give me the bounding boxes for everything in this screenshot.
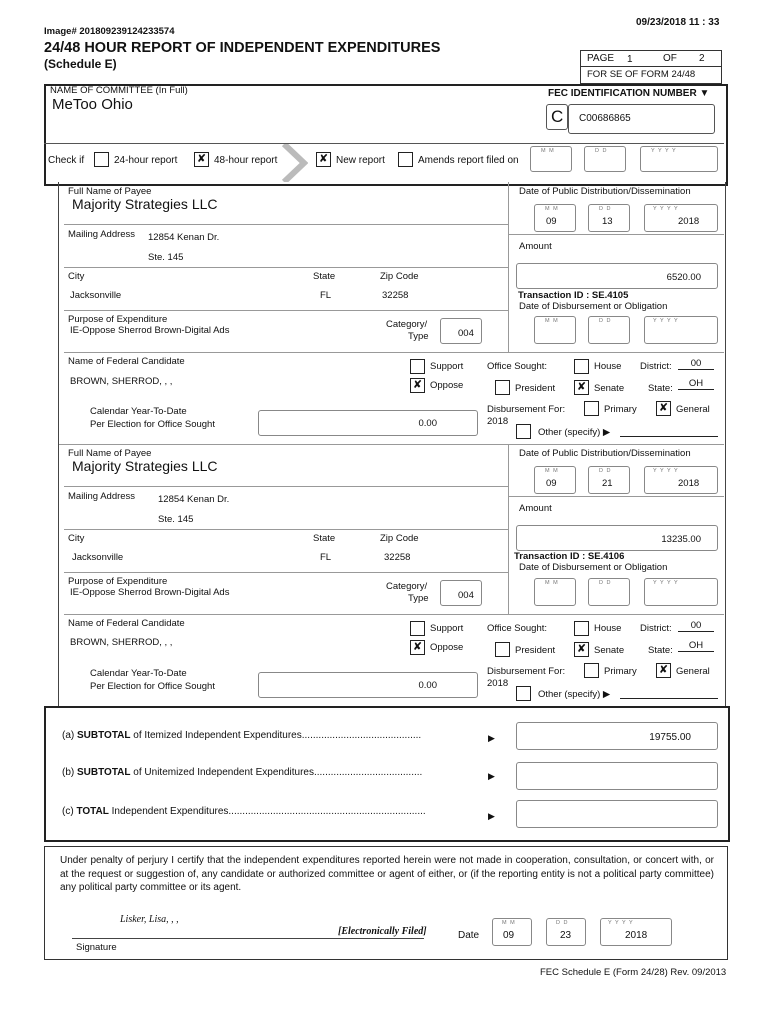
- pub-day: 13: [602, 216, 613, 227]
- purpose-label: Purpose of Expenditure: [68, 576, 168, 587]
- per-election-label: Per Election for Office Sought: [90, 681, 215, 692]
- state-label: State: [313, 271, 336, 282]
- address-label: Mailing Address: [68, 491, 136, 502]
- cand-state-label: State:: [648, 383, 673, 394]
- check-row-divider: [44, 143, 724, 144]
- disbursement-for-label: Disbursement For:: [487, 404, 566, 415]
- amount-field[interactable]: [516, 525, 718, 551]
- amount-label: Amount: [519, 241, 552, 252]
- cytd-label: Calendar Year-To-Date: [90, 668, 187, 679]
- disb-month-field[interactable]: M M: [534, 578, 576, 606]
- candidate-label: Name of Federal Candidate: [68, 618, 185, 629]
- divider: [64, 267, 508, 268]
- purpose-value: IE-Oppose Sherrod Brown-Digital Ads: [70, 587, 230, 598]
- support-label: Support: [430, 361, 464, 372]
- divider: [508, 496, 724, 497]
- other-label: Other (specify) ▶: [538, 427, 611, 438]
- total-label: (c) TOTAL Independent Expenditures.......................................................................: [62, 806, 426, 817]
- divider: [64, 572, 508, 573]
- pub-year: 2018: [678, 478, 700, 489]
- signature-line: [72, 938, 424, 939]
- general-checkbox[interactable]: ✘: [656, 663, 671, 678]
- district-label: District:: [640, 623, 672, 634]
- date-public-label: Date of Public Distribution/Dissemination: [519, 186, 691, 197]
- amount-value: 6520.00: [666, 272, 701, 283]
- amends-month-field[interactable]: M M: [530, 146, 572, 172]
- check-if-label: Check if: [48, 155, 85, 166]
- zip-value: 32258: [384, 552, 411, 563]
- form-title: 24/48 HOUR REPORT OF INDEPENDENT EXPENDITURES: [44, 40, 441, 56]
- oppose-checkbox[interactable]: ✘: [410, 378, 425, 393]
- per-election-label: Per Election for Office Sought: [90, 419, 215, 430]
- of-label: OF: [663, 53, 677, 64]
- 48-hour-label: 48-hour report: [214, 155, 278, 166]
- subtotal-itemized-value: 19755.00: [649, 732, 691, 743]
- general-label: General: [676, 666, 710, 677]
- electronically-filed: [Electronically Filed]: [338, 926, 427, 937]
- state-value: FL: [320, 552, 332, 563]
- pub-year-field[interactable]: Y Y Y Y 2018: [644, 466, 718, 494]
- timestamp: 09/23/2018 11 : 33: [636, 17, 720, 28]
- image-id: Image# 201809239124233574: [44, 26, 175, 37]
- cand-state-value: OH: [678, 640, 714, 652]
- fec-id-field: [568, 104, 715, 134]
- other-specify-line: [620, 698, 718, 699]
- form-footer: FEC Schedule E (Form 24/28) Rev. 09/2013: [540, 967, 727, 978]
- pub-day: 21: [602, 478, 613, 489]
- senate-checkbox[interactable]: ✘: [574, 642, 589, 657]
- committee-name-label: NAME OF COMMITTEE (In Full): [50, 85, 188, 96]
- arrow-right-icon: ▶: [488, 733, 495, 743]
- arrow-right-icon: ▶: [488, 771, 495, 781]
- divider: [64, 529, 508, 530]
- category-value: 004: [458, 328, 474, 339]
- divider: [508, 234, 724, 235]
- date-disb-label: Date of Disbursement or Obligation: [519, 562, 668, 573]
- house-checkbox[interactable]: [574, 621, 589, 636]
- fec-prefix-box: [546, 104, 568, 130]
- pub-day-field[interactable]: D D 13: [588, 204, 630, 232]
- state-label: State: [313, 533, 336, 544]
- payee-name: Majority Strategies LLC: [72, 458, 218, 474]
- president-label: President: [515, 645, 556, 656]
- cytd-value: 0.00: [418, 680, 437, 691]
- new-report-label: New report: [336, 155, 385, 166]
- category-label: Category/: [386, 581, 428, 592]
- senate-checkbox[interactable]: ✘: [574, 380, 589, 395]
- candidate-value: BROWN, SHERROD, , ,: [70, 637, 173, 648]
- address-line-2: Ste. 145: [158, 514, 194, 525]
- date-public-label: Date of Public Distribution/Dissemination: [519, 448, 691, 459]
- sign-year-field[interactable]: Y Y Y Y 2018: [600, 918, 672, 946]
- category-label: Category/: [386, 319, 428, 330]
- other-specify-line: [620, 436, 718, 437]
- address-line-2: Ste. 145: [148, 252, 184, 263]
- support-label: Support: [430, 623, 464, 634]
- pub-month: 09: [546, 478, 557, 489]
- district-value: 00: [678, 358, 714, 370]
- house-label: House: [594, 361, 622, 372]
- pub-year: 2018: [678, 216, 700, 227]
- sign-month: 09: [503, 930, 515, 941]
- purpose-value: IE-Oppose Sherrod Brown-Digital Ads: [70, 325, 230, 336]
- fec-id-value: C00686865: [579, 113, 631, 124]
- page-total: 2: [699, 53, 705, 64]
- certification-text: Under penalty of perjury I certify that the independent expenditures reported herein were not made in cooperation, consultation, or concert with, or at the request or suggestion of, any candidate or authorized committee or agent of either, or (if the reporting entity is not a political party committee) any political party committee or its agent.: [60, 855, 714, 893]
- city-label: City: [68, 533, 85, 544]
- disb-year-field[interactable]: Y Y Y Y: [644, 316, 718, 344]
- cytd-label: Calendar Year-To-Date: [90, 406, 187, 417]
- district-label: District:: [640, 361, 672, 372]
- amount-value: 13235.00: [661, 534, 701, 545]
- primary-label: Primary: [604, 666, 637, 677]
- subtotal-itemized-field[interactable]: [516, 722, 718, 750]
- house-label: House: [594, 623, 622, 634]
- primary-label: Primary: [604, 404, 637, 415]
- election-year: 2018: [487, 416, 509, 427]
- senate-label: Senate: [594, 383, 625, 394]
- category-field[interactable]: [440, 580, 482, 606]
- address-line-1: 12854 Kenan Dr.: [148, 232, 220, 243]
- transaction-id: Transaction ID : SE.4105: [518, 290, 629, 301]
- 24-hour-checkbox[interactable]: [94, 152, 109, 167]
- president-checkbox[interactable]: [495, 642, 510, 657]
- arrow-right-icon: ▶: [488, 811, 495, 821]
- chevron-divider: [282, 144, 308, 182]
- city-value: Jacksonville: [72, 552, 124, 563]
- type-label: Type: [408, 593, 429, 604]
- page-label: PAGE: [587, 53, 615, 64]
- district-value: 00: [678, 620, 714, 632]
- purpose-label: Purpose of Expenditure: [68, 314, 168, 325]
- disb-day-field[interactable]: D D: [588, 578, 630, 606]
- total-field[interactable]: [516, 800, 718, 828]
- senate-label: Senate: [594, 645, 625, 656]
- zip-label: Zip Code: [380, 533, 419, 544]
- divider: [64, 224, 508, 225]
- city-label: City: [68, 271, 85, 282]
- cand-state-label: State:: [648, 645, 673, 656]
- page-number: 1: [627, 54, 633, 65]
- disbursement-for-label: Disbursement For:: [487, 666, 566, 677]
- city-value: Jacksonville: [70, 290, 122, 301]
- transaction-id: Transaction ID : SE.4106: [514, 551, 625, 562]
- form-subtitle: (Schedule E): [44, 57, 117, 71]
- 24-hour-label: 24-hour report: [114, 155, 178, 166]
- cand-state-value: OH: [678, 378, 714, 390]
- fec-id-label: FEC IDENTIFICATION NUMBER ▼: [548, 88, 710, 99]
- state-value: FL: [320, 290, 332, 301]
- signer-name: Lisker, Lisa, , ,: [120, 914, 179, 925]
- support-checkbox[interactable]: [410, 359, 425, 374]
- amends-year-field[interactable]: Y Y Y Y: [640, 146, 718, 172]
- address-line-1: 12854 Kenan Dr.: [158, 494, 230, 505]
- payee-label: Full Name of Payee: [68, 448, 152, 459]
- other-checkbox[interactable]: [516, 424, 531, 439]
- page-box: [580, 50, 722, 84]
- president-label: President: [515, 383, 556, 394]
- subtotal-unitemized-label: (b) SUBTOTAL of Unitemized Independent Expenditures.......................................: [62, 767, 423, 778]
- category-field[interactable]: [440, 318, 482, 344]
- pub-day-field[interactable]: D D 21: [588, 466, 630, 494]
- address-label: Mailing Address: [68, 229, 136, 240]
- general-checkbox[interactable]: ✘: [656, 401, 671, 416]
- new-report-checkbox[interactable]: ✘: [316, 152, 331, 167]
- date-label: Date: [458, 930, 480, 941]
- amends-day-field[interactable]: D D: [584, 146, 626, 172]
- candidate-value: BROWN, SHERROD, , ,: [70, 376, 173, 387]
- house-checkbox[interactable]: [574, 359, 589, 374]
- amends-checkbox[interactable]: [398, 152, 413, 167]
- zip-value: 32258: [382, 290, 409, 301]
- sign-year: 2018: [625, 930, 648, 941]
- date-disb-label: Date of Disbursement or Obligation: [519, 301, 668, 312]
- other-label: Other (specify) ▶: [538, 689, 611, 700]
- type-label: Type: [408, 331, 429, 342]
- election-year: 2018: [487, 678, 509, 689]
- for-se-label: FOR SE OF FORM 24/48: [587, 69, 696, 80]
- candidate-label: Name of Federal Candidate: [68, 356, 185, 367]
- amount-field[interactable]: [516, 263, 718, 289]
- divider: [64, 352, 724, 353]
- cytd-field[interactable]: [258, 672, 478, 698]
- sign-day-field[interactable]: D D 23: [546, 918, 586, 946]
- column-divider: [508, 444, 509, 614]
- payee-label: Full Name of Payee: [68, 186, 152, 197]
- office-sought-label: Office Sought:: [487, 623, 548, 634]
- primary-checkbox[interactable]: [584, 401, 599, 416]
- sign-day: 23: [560, 930, 572, 941]
- column-divider: [508, 182, 509, 352]
- divider: [64, 486, 508, 487]
- sign-month-field[interactable]: M M 09: [492, 918, 532, 946]
- committee-name: MeToo Ohio: [52, 96, 133, 113]
- category-value: 004: [458, 590, 474, 601]
- 48-hour-checkbox[interactable]: ✘: [194, 152, 209, 167]
- office-sought-label: Office Sought:: [487, 361, 548, 372]
- pub-month-field[interactable]: M M 09: [534, 204, 576, 232]
- disb-year-field[interactable]: Y Y Y Y: [644, 578, 718, 606]
- oppose-checkbox[interactable]: ✘: [410, 640, 425, 655]
- subtotal-itemized-label: (a) SUBTOTAL of Itemized Independent Expenditures...........................................: [62, 730, 422, 741]
- amends-label: Amends report filed on: [418, 155, 519, 166]
- disb-day-field[interactable]: D D: [588, 316, 630, 344]
- cytd-value: 0.00: [418, 418, 437, 429]
- fec-prefix: C: [551, 107, 564, 126]
- general-label: General: [676, 404, 710, 415]
- pub-month: 09: [546, 216, 557, 227]
- oppose-label: Oppose: [430, 380, 464, 391]
- primary-checkbox[interactable]: [584, 663, 599, 678]
- amount-label: Amount: [519, 503, 552, 514]
- subtotal-unitemized-field[interactable]: [516, 762, 718, 790]
- signature-label: Signature: [76, 942, 117, 953]
- divider: [64, 614, 724, 615]
- other-checkbox[interactable]: [516, 686, 531, 701]
- disb-month-field[interactable]: M M: [534, 316, 576, 344]
- payee-name: Majority Strategies LLC: [72, 196, 218, 212]
- pub-year-field[interactable]: Y Y Y Y 2018: [644, 204, 718, 232]
- president-checkbox[interactable]: [495, 380, 510, 395]
- oppose-label: Oppose: [430, 642, 464, 653]
- support-checkbox[interactable]: [410, 621, 425, 636]
- zip-label: Zip Code: [380, 271, 419, 282]
- pub-month-field[interactable]: M M 09: [534, 466, 576, 494]
- cytd-field[interactable]: [258, 410, 478, 436]
- divider: [64, 310, 508, 311]
